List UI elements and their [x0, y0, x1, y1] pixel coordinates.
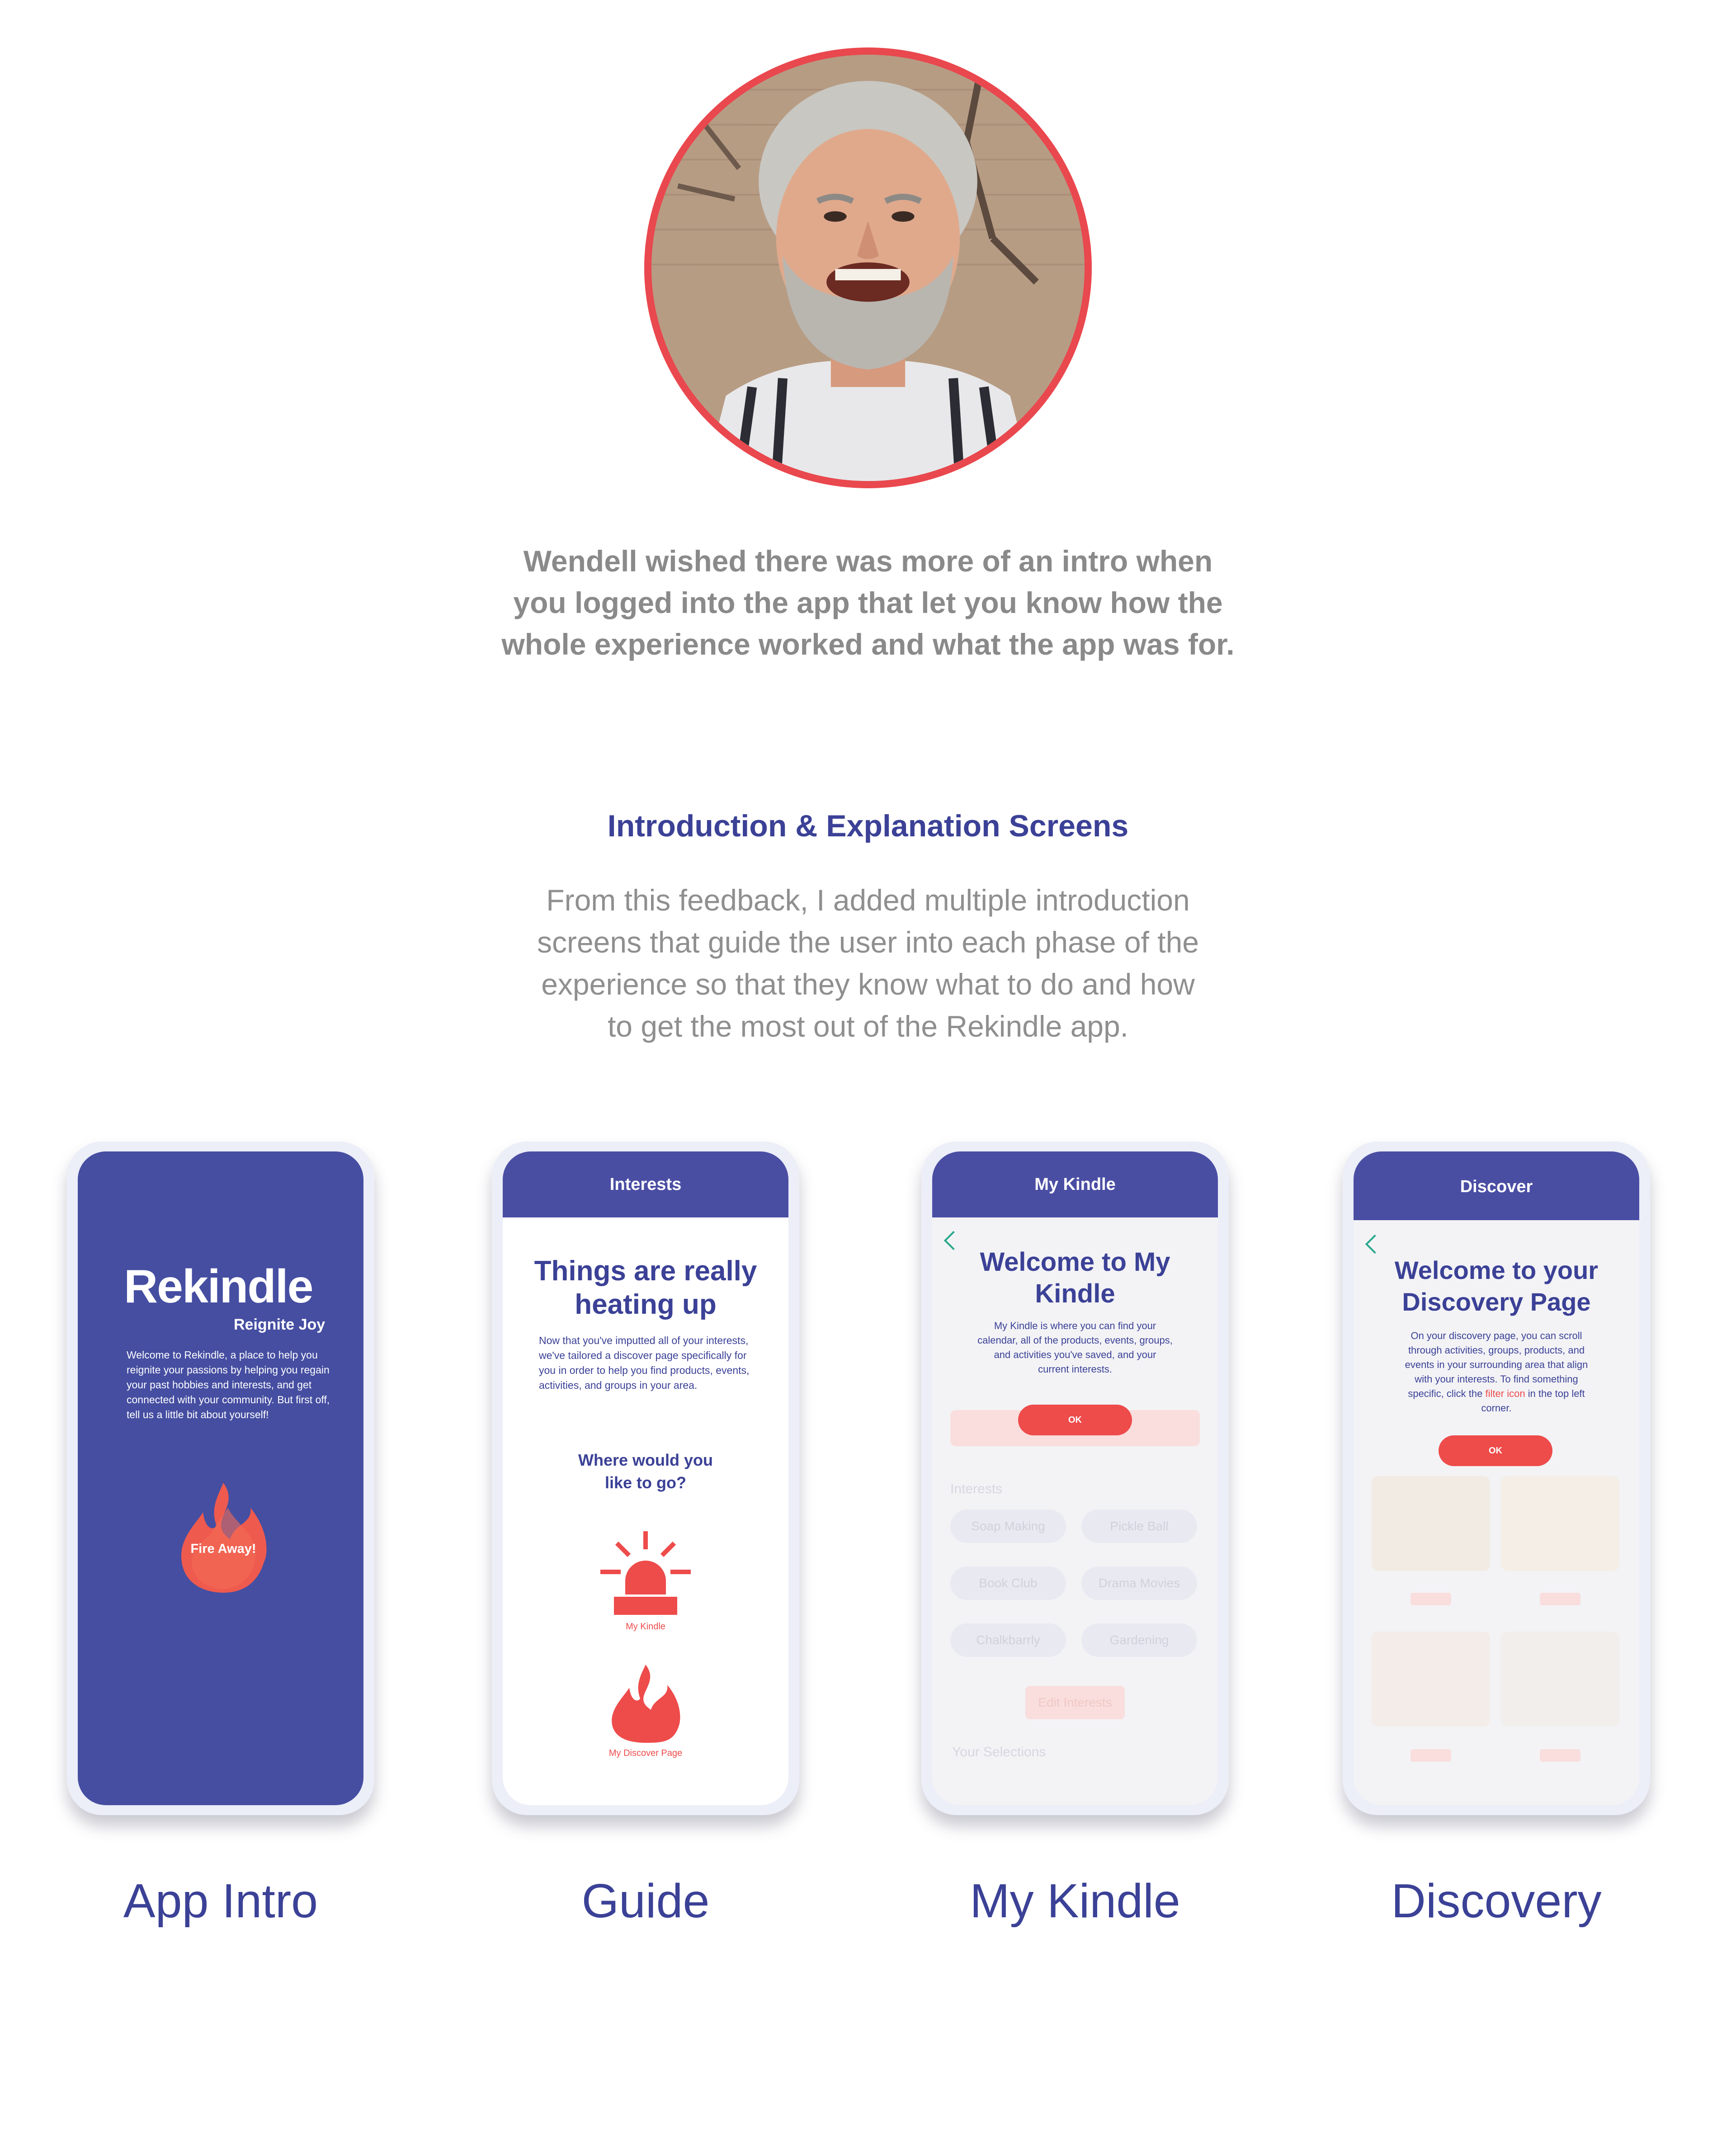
guide-question-line-1: Where would you — [578, 1451, 713, 1469]
background-selections-label: Your Selections — [952, 1745, 1046, 1760]
section-line-3: experience so that they know what to do and how — [541, 967, 1195, 1001]
fire-away-button[interactable] — [178, 1481, 269, 1594]
guide-title-line-2: heating up — [575, 1289, 717, 1320]
my-kindle-title — [946, 1246, 1204, 1310]
discovery-body — [1399, 1329, 1594, 1415]
caption-guide: Guide — [581, 1874, 710, 1928]
my-kindle-title-line-1: Welcome to My — [980, 1247, 1170, 1277]
background-pill: Chalkbarrly — [950, 1623, 1066, 1657]
background-card-button — [1540, 1593, 1580, 1605]
background-pill: Drama Movies — [1081, 1566, 1197, 1600]
background-card — [1372, 1476, 1490, 1571]
background-interests-label: Interests — [950, 1481, 1003, 1496]
phone-guide — [492, 1142, 799, 1815]
phone-discovery — [1343, 1142, 1650, 1815]
flame-icon — [609, 1662, 682, 1744]
section-line-4: to get the most out of the Rekindle app. — [607, 1010, 1129, 1043]
discovery-body-text-end: in the top left corner. — [1481, 1388, 1585, 1414]
background-card — [1501, 1476, 1619, 1571]
background-pill: Gardening — [1081, 1623, 1197, 1657]
caption-app-intro: App Intro — [123, 1874, 318, 1928]
app-intro-screen — [78, 1151, 363, 1805]
guide-title — [516, 1255, 775, 1321]
portrait-illustration — [651, 55, 1085, 481]
intro-body: Welcome to Rekindle, a place to help you reignite your passions by helping you regain your past hobbies and interests, and get connected with your community. But first off, tell us a little bit about yourself! — [127, 1349, 330, 1420]
section-title: Introduction & Explanation Screens — [607, 809, 1129, 843]
section-line-1: From this feedback, I added multiple introduction — [546, 883, 1190, 917]
quote-line-1: Wendell wished there was more of an intro when — [523, 544, 1213, 578]
caption-discovery: Discovery — [1391, 1874, 1602, 1928]
alert-light-icon — [600, 1531, 691, 1617]
section-line-2: screens that guide the user into each phase of the — [537, 925, 1199, 959]
flame-icon — [178, 1481, 269, 1594]
quote-line-3: whole experience worked and what the app was for. — [501, 627, 1235, 661]
background-card-button — [1410, 1593, 1451, 1605]
guide-title-line-1: Things are really — [534, 1255, 757, 1287]
discovery-title-line-2: Discovery Page — [1402, 1288, 1591, 1316]
ok-button[interactable]: OK — [1018, 1405, 1132, 1435]
background-edit-button: Edit Interests — [1025, 1686, 1125, 1719]
option-my-kindle-label: My Kindle — [626, 1622, 665, 1632]
ok-button[interactable]: OK — [1439, 1435, 1552, 1466]
discovery-body-text: On your discovery page, you can scroll through activities, groups, products, and events in your surrounding area that align with your interests. To find something specific, click the — [1405, 1330, 1588, 1399]
phone-app-intro — [67, 1142, 374, 1815]
my-kindle-screen — [932, 1151, 1218, 1805]
background-pill: Pickle Ball — [1081, 1510, 1197, 1543]
discovery-screen — [1354, 1151, 1639, 1805]
quote-line-2: you logged into the app that let you know how the — [513, 586, 1223, 619]
filter-icon-link[interactable]: filter icon — [1485, 1388, 1525, 1399]
guide-screen — [503, 1151, 788, 1805]
background-card — [1372, 1632, 1490, 1727]
back-chevron-icon[interactable] — [1365, 1235, 1384, 1254]
background-pill: Soap Making — [950, 1510, 1066, 1543]
my-kindle-title-line-2: Kindle — [1035, 1279, 1115, 1308]
my-kindle-header: My Kindle — [932, 1151, 1218, 1217]
caption-my-kindle: My Kindle — [970, 1874, 1180, 1928]
phone-my-kindle — [921, 1142, 1229, 1815]
discovery-title — [1367, 1255, 1626, 1318]
guide-body: Now that you've imputted all of your interests, we've tailored a discover page specifically for you in order to help you find products, events, activities, and groups in your area. — [539, 1335, 750, 1391]
feedback-quote — [461, 540, 1275, 665]
user-portrait — [644, 47, 1092, 488]
discovery-title-line-1: Welcome to your — [1394, 1256, 1599, 1284]
rekindle-logo: Rekindle — [124, 1260, 313, 1313]
background-card — [1501, 1632, 1619, 1727]
fire-away-label: Fire Away! — [190, 1542, 256, 1556]
background-pill: Book Club — [950, 1566, 1066, 1600]
option-discover-page[interactable] — [609, 1662, 682, 1766]
section-description — [479, 879, 1257, 1047]
background-card-button — [1540, 1749, 1580, 1762]
guide-question-line-2: like to go? — [605, 1473, 686, 1492]
logo-tagline: Reignite Joy — [234, 1316, 326, 1333]
guide-header: Interests — [503, 1151, 788, 1217]
my-kindle-body: My Kindle is where you can find your calendar, all of the products, events, groups, and activities you've saved, and your current interests. — [977, 1320, 1173, 1375]
option-discover-label: My Discover Page — [609, 1748, 683, 1758]
discovery-header: Discover — [1354, 1151, 1639, 1220]
background-card-button — [1410, 1749, 1451, 1762]
option-my-kindle[interactable] — [600, 1531, 691, 1640]
guide-question — [530, 1449, 761, 1494]
